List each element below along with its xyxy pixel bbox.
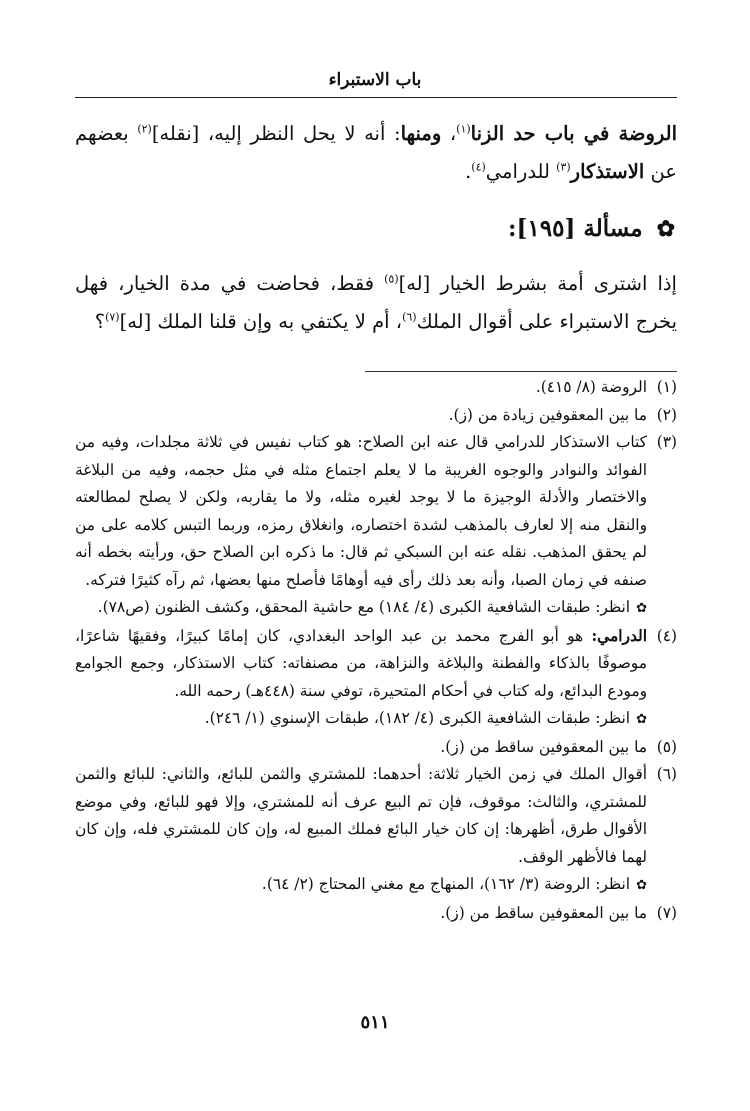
footnote-source-text: انظر: طبقات الشافعية الكبرى (٤/ ١٨٤) مع حاشية المحقق، وكشف الظنون (ص٧٨). [97,598,631,616]
footnote-body [75,623,647,734]
footnote-source [75,871,647,900]
footnotes [75,374,677,927]
section-heading [508,215,675,242]
footnote-text-wrap [75,623,647,706]
footnote-source [75,594,647,623]
text-segment: الروضة في باب حد الزنا [470,122,678,145]
text-segment: . [465,160,472,183]
text-segment: ومنها [400,122,442,145]
footnote-body [75,761,647,900]
footnote-number: (٢) [656,405,677,424]
footnote-text: أقوال الملك في زمن الخيار ثلاثة: أحدهما: للمشتري والثمن للبائع، والثاني: للبائع والثمن للمشتري، والثالث: موقوف، فإن تم البيع عرف أنه للمشتري، وإلا فهو للبائع، وفي موضع الأقوال طرق، أظهرها: إن كان خيار البائع فملك المبيع له، وإن كان للمشتري فله، وإن كان لهما فالأظهر الوقف. [75,765,647,866]
footnote-ref-5[interactable]: (٥) [384,272,399,286]
footnote-1 [75,374,677,402]
footnote-text: ما بين المعقوفين ساقط من (ز). [440,737,647,756]
text-segment: الاستذكار [570,160,645,183]
flower-icon: ✿ [656,215,675,242]
footnote-divider [365,371,677,372]
section-heading-text: مسألة [١٩٥]: [508,215,643,242]
footnote-number: (٥) [656,737,677,756]
footnote-ref-2[interactable]: (٢) [137,122,152,136]
text-segment: للدرامي [485,160,557,183]
footnote-ref-3[interactable]: (٣) [556,160,571,174]
footnote-5 [75,734,677,762]
text-segment: ، [441,122,457,145]
footnote-source-text: انظر: الروضة (٣/ ١٦٢)، المنهاج مع مغني المحتاج (٢/ ٦٤). [261,875,631,893]
text-segment: إذا اشترى أمة بشرط الخيار [له] [398,272,677,295]
footnote-3 [75,429,677,623]
footnote-6 [75,761,677,900]
footnote-ref-1[interactable]: (١) [456,122,471,136]
page-number: ٥١١ [360,1012,390,1033]
footnote-number: (١) [656,378,677,396]
footnote-lead: الدرامي: [591,626,647,645]
footnote-text: الروضة (٨/ ٤١٥). [535,378,647,396]
footnote-number: (٣) [656,433,677,451]
footnote-7 [75,900,677,928]
footnote-body [75,429,647,623]
running-header: باب الاستبراء [328,70,422,90]
footnote-ref-7[interactable]: (٧) [105,310,120,324]
footnote-text: ما بين المعقوفين ساقط من (ز). [440,903,647,922]
footnote-number: (٦) [656,765,677,783]
flower-icon: ✿ [636,712,647,727]
flower-icon: ✿ [636,601,647,616]
footnote-ref-4[interactable]: (٤) [471,160,486,174]
footnote-ref-6[interactable]: (٦) [402,310,417,324]
text-segment: بعضهم عن [75,122,677,183]
text-segment: ، أم لا يكتفي به وإن قلنا الملك [له] [119,310,403,333]
footnote-number: (٤) [656,626,677,645]
text-segment: : أنه لا يحل النظر إليه، [نقله] [151,122,401,145]
paragraph-2 [75,265,677,341]
footnote-text: كتاب الاستذكار للدرامي قال عنه ابن الصلاح: هو كتاب نفيس في ثلاثة مجلدات، وفيه من الفوائد والنوادر والوجوه الغريبة ما لا يعلم اجتماع مثله في مثل حجمه، وفيه من البلاغة والاختصار والأدلة الوجيزة ما لا يوجد لغيره مثله، ولا ما يقاربه، ولكن لا يصلح لمطالعته والنقل منه إلا لعارف بالمذهب لشدة اختصاره، وانغلاق رمزه، وربما التبس كلامه على من لم يحقق المذهب. نقله عنه ابن السبكي ثم قال: ما ذكره ابن الصلاح حق، ورأيته بخطه أنه صنفه في زمان الصبا، وأنه بعد ذلك رأى فيه أوهامًا فأصلح منها بعضها، ثم رآه كثيرًا فتركه. [75,433,647,589]
text-segment: ؟ [94,310,106,333]
footnote-source [75,705,647,734]
footnote-source-text: انظر: طبقات الشافعية الكبرى (٤/ ١٨٢)، طبقات الإسنوي (١/ ٢٤٦). [204,709,631,727]
footnote-2 [75,402,677,430]
footnote-number: (٧) [656,903,677,922]
header-divider [75,97,677,98]
paragraph-1 [75,115,677,191]
footnote-4 [75,623,677,734]
footnote-text: هو أبو الفرج محمد بن عبد الواحد البغدادي، كان إمامًا كبيرًا، وفقيهًا شاعرًا، موصوفًا بالذكاء والفطنة والبلاغة والنزاهة، من مصنفاته: كتاب الاستذكار، وجمع الجوامع ومودع البدائع، وله كتاب في أحكام المتحيرة، توفي سنة (٤٤٨هـ) رحمه الله. [75,626,647,700]
flower-icon: ✿ [636,878,647,893]
text-segment: فقط، فحاضت في مدة الخيار، فهل يخرج الاستبراء على أقوال الملك [75,272,677,333]
footnote-text: ما بين المعقوفين زيادة من (ز). [448,405,647,424]
